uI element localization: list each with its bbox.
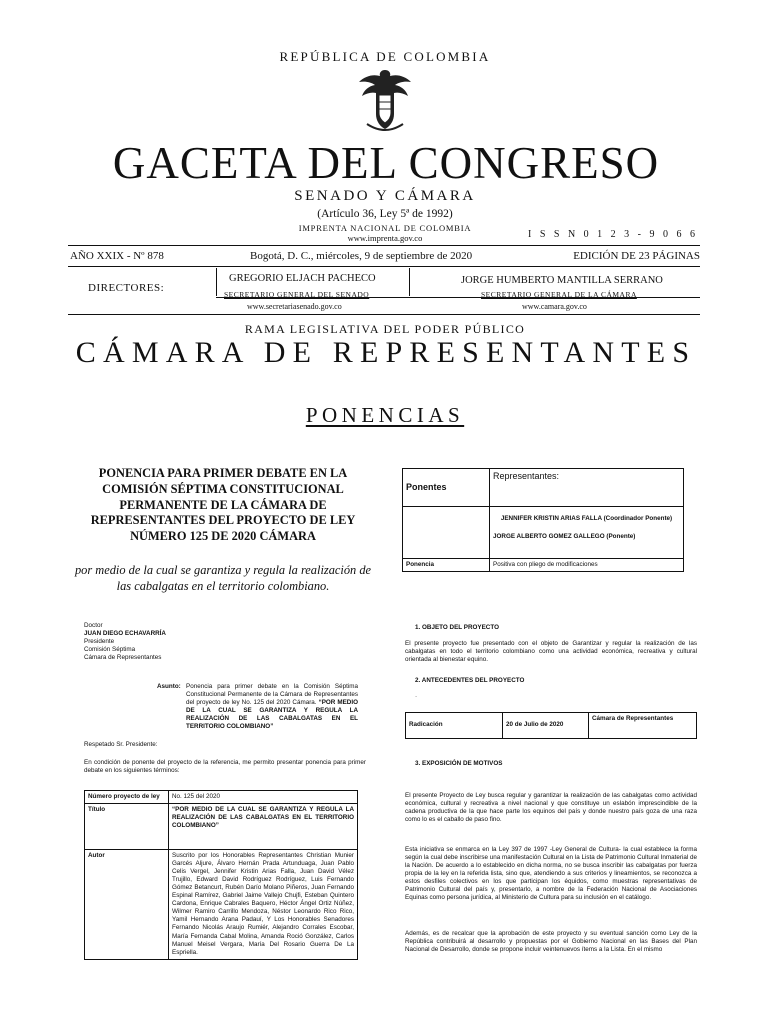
addressee-line: Presidente xyxy=(84,638,115,646)
table-cell-label: Autor xyxy=(85,850,169,960)
greeting: Respetado Sr. Presidente: xyxy=(84,741,158,748)
legal-reference: (Artículo 36, Ley 5ª de 1992) xyxy=(317,208,453,220)
table-cell-label: Número proyecto de ley xyxy=(85,791,169,804)
ponentes-table xyxy=(402,468,684,572)
chamber-heading: CÁMARA DE REPRESENTANTES xyxy=(75,336,697,369)
ponente-name: JENNIFER KRISTIN ARIAS FALLA (Coordinador Ponente) xyxy=(500,515,673,522)
table-cell-label: Título xyxy=(85,804,169,850)
issue-number: AÑO XXIX - Nº 878 xyxy=(70,250,164,262)
asunto-body: Ponencia para primer debate en la Comisión Séptima Constitucional Permanente de la Cámara de Representantes del proyecto de ley No. 125 del 2020 Cámara. xyxy=(186,683,358,707)
table-row xyxy=(406,713,697,739)
table-cell-value: Representantes: xyxy=(490,469,684,507)
section-3-title: 3. EXPOSICIÓN DE MOTIVOS xyxy=(415,760,503,767)
country-heading: REPÚBLICA DE COLOMBIA xyxy=(279,49,491,64)
publication-subtitle: SENADO Y CÁMARA xyxy=(294,188,476,204)
house-director-title: SECRETARIO GENERAL DE LA CÁMARA xyxy=(481,290,637,299)
table-cell-label: Ponentes xyxy=(403,469,490,507)
table-cell-label: Radicación xyxy=(406,713,503,739)
table-cell-value: Suscrito por los Honorables Representantes Christian Munier Garcés Aljure, Álvaro Hernán Prada Artunduaga, Juan Pablo Celis Vergel, Jennifer Kristin Arias Falla, Juan David Vélez Trujillo, Edward David Rodríguez Rodríguez, Luis Fernando Gómez Betancurt, Rubén Darío Molano Piñeros, Juan Fernando Espinal Ramírez, Gabriel Jaime Vallejo Chujfi, Esteban Quintero Cardona, Enrique Cabrales Baquero, Héctor Ángel Ortiz Núñez, Wilmer Ramiro Carrillo Mendoza, Néstor Leonardo Rico Rico, Yamil Hernando Arana Padauí, Y Los Honorables Senadores Fernando Nicolás Araujo Rumiér, Alejandro Corrales Escobar, María Fernanda Cabal Molina, Amanda Roció González, Carlos Manuel Meisel Vergara, María Del Rosario Guerra De La Espriella. xyxy=(169,850,358,960)
section-1-text: El presente proyecto fue presentado con el objeto de Garantizar y regular la realización de las cabalgatas en todo el territorio colombiano como una actividad económica, recreativa y cultural orientada al bienestar equino. xyxy=(405,640,697,664)
house-url[interactable]: www.camara.gov.co xyxy=(522,302,587,311)
publication-title xyxy=(66,137,706,189)
directors-label: DIRECTORES: xyxy=(88,282,165,294)
issue-date: Bogotá, D. C., miércoles, 9 de septiembre de 2020 xyxy=(250,250,473,262)
bullet: · xyxy=(415,693,418,700)
project-table xyxy=(84,790,358,960)
section-3-paragraph: El presente Proyecto de Ley busca regular y garantizar la realización de las cabalgatas como actividad económica, cultural y recreativa a nivel nacional y que constituye un eslabón imprescindible de la cadena productiva de la que hace parte los equinos del país y donde nuestro país goza de una raza como lo es el caballo de paso fino. xyxy=(405,792,697,824)
senate-director-name: GREGORIO ELJACH PACHECO xyxy=(229,273,376,284)
table-cell-empty xyxy=(403,507,490,559)
ponencia-subtitle: por medio de la cual se garantiza y regula la realización de las cabalgatas en el territorio colombiano. xyxy=(74,563,372,593)
table-row xyxy=(403,469,684,507)
ponencia-title: PONENCIA PARA PRIMER DEBATE EN LA COMISIÓN SÉPTIMA CONSTITUCIONAL PERMANENTE DE LA CÁMARA DE REPRESENTANTES DEL PROYECTO DE LEY NÚMERO 125 DE 2020 CÁMARA xyxy=(90,466,356,543)
radicacion-table xyxy=(405,712,697,739)
section-3-paragraph: Esta iniciativa se enmarca en la Ley 397 de 1997 -Ley General de Cultura- la cual establece la forma según la cual debe inscribirse una manifestación Cultural en la Lista de Patrimonio Cultural Inmaterial de la Nación. De acuerdo a lo establecido en dicha norma, no se busca inscribir las cabalgatas por fuerza propia de la ley en la referida lista, sino que, atendiendo a sus criterios y lineamientos, se reconozca a estos desfiles colectivos en los que participan los équidos, como muestras representativas de Patrimonio Cultural del país y, presentarlo, a nombre de la Federación Nacional de Asociaciones Equinas como persona jurídica, al Ministerio de Cultura para su inclusión en el catálogo. xyxy=(405,846,697,902)
table-row xyxy=(85,850,358,960)
table-row xyxy=(403,559,684,572)
section-heading: PONENCIAS xyxy=(305,403,465,427)
section-1-title: 1. OBJETO DEL PROYECTO xyxy=(415,624,499,631)
ponente-name: JORGE ALBERTO GOMEZ GALLEGO (Ponente) xyxy=(493,533,636,541)
divider xyxy=(68,266,700,267)
divider xyxy=(216,297,700,298)
addressee-line: Doctor xyxy=(84,622,103,629)
table-cell-value: No. 125 del 2020 xyxy=(169,791,358,804)
edition-pages: EDICIÓN DE 23 PÁGINAS xyxy=(573,250,700,262)
asunto-title: “POR MEDIO DE LA CUAL SE GARANTIZA Y REGULA LA REALIZACIÓN DE LAS CABALGATAS EN EL TERRITORIO COLOMBIANO” xyxy=(186,699,359,731)
divider xyxy=(68,314,700,315)
asunto-text xyxy=(186,683,358,731)
addressee-name: JUAN DIEGO ECHAVARRÍA xyxy=(84,630,166,638)
table-cell-label: Ponencia xyxy=(403,559,490,572)
branch-heading: RAMA LEGISLATIVA DEL PODER PÚBLICO xyxy=(244,322,526,336)
table-cell-value: Positiva con pliego de modificaciones xyxy=(490,559,684,572)
divider xyxy=(409,268,410,296)
printer-name: IMPRENTA NACIONAL DE COLOMBIA xyxy=(298,223,472,233)
divider xyxy=(216,268,217,296)
divider xyxy=(68,245,700,246)
table-cell-value xyxy=(490,507,684,559)
senate-url[interactable]: www.secretariasenado.gov.co xyxy=(247,302,342,311)
addressee-line: Comisión Séptima xyxy=(84,646,136,654)
section-2-title: 2. ANTECEDENTES DEL PROYECTO xyxy=(415,677,525,684)
asunto-label: Asunto: xyxy=(157,683,181,690)
addressee-block xyxy=(84,622,284,662)
table-row xyxy=(85,791,358,804)
addressee-line: Cámara de Representantes xyxy=(84,654,162,662)
publication-title-text: GACETA DEL CONGRESO xyxy=(112,138,660,188)
coat-of-arms-icon xyxy=(355,66,415,136)
table-cell-value: 20 de Julio de 2020 xyxy=(503,713,589,739)
table-cell-value: “POR MEDIO DE LA CUAL SE GARANTIZA Y REGULA LA REALIZACIÓN DE LAS CABALGATAS EN EL TERRITORIO COLOMBIANO” xyxy=(169,804,358,850)
house-director-name: JORGE HUMBERTO MANTILLA SERRANO xyxy=(461,275,663,286)
section-3-paragraph: Además, es de recalcar que la aprobación de este proyecto y su eventual sanción como Ley de la República contribuirá al desarrollo y propuestas por el Gobierno Nacional en las Bases del Plan Nacional de Desarrollo, donde se propone incluir veintenuevos ítems a la Lista. En el mismo xyxy=(405,930,697,954)
table-cell-value: Cámara de Representantes xyxy=(589,713,697,739)
table-row xyxy=(85,804,358,850)
senate-director-title: SECRETARIO GENERAL DEL SENADO xyxy=(224,290,370,299)
intro-paragraph: En condición de ponente del proyecto de la referencia, me permito presentar ponencia para primer debate en los siguientes términos: xyxy=(84,759,366,775)
table-row xyxy=(403,507,684,559)
issn: I S S N 0 1 2 3 - 9 0 6 6 xyxy=(527,229,698,240)
printer-url: www.imprenta.gov.co xyxy=(347,233,423,243)
